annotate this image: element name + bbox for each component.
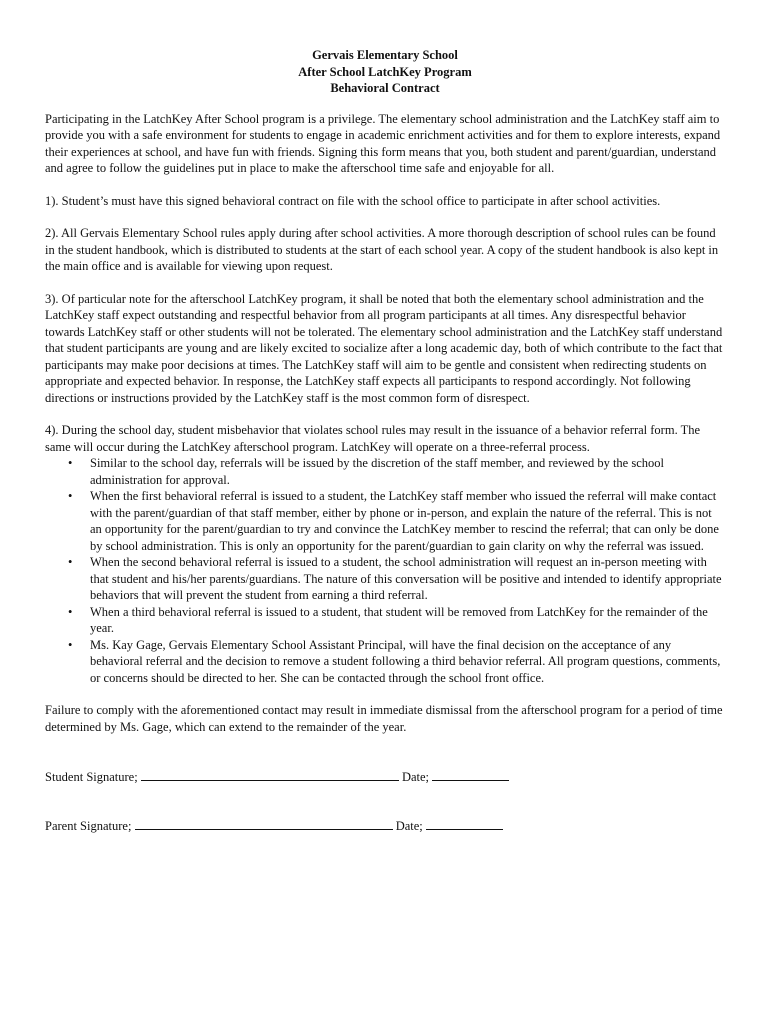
intro-paragraph: Participating in the LatchKey After School program is a privilege. The elementary school administration and the LatchKey staff aim to provide you with a safe environment for students to engage in academic enrichment activities and for them to explore interests, expand their experiences at school, and have fun with friends. Signing this form means that you, both student and parent/guardian, understand and agree to follow the guidelines put in place to make the afterschool time safe and enjoyable for all. [45,111,721,175]
document-header [45,47,725,97]
rule-4: 4). During the school day, student misbehavior that violates school rules may result in the issuance of a behavior referral form. The same will occur during the LatchKey afterschool program. LatchKey will operate on a three-referral process. [45,423,701,454]
list-item [68,604,725,637]
bullet-icon: • [68,489,73,503]
parent-signature-row [45,818,725,835]
list-item [68,554,725,604]
failure-notice: Failure to comply with the aforementioned contact may result in immediate dismissal from the afterschool program for a period of time determined by Ms. Gage, which can extend to the remainder of the year. [45,703,723,734]
student-signature-line[interactable] [141,769,399,781]
parent-date-line[interactable] [426,818,503,830]
rule-3: 3). Of particular note for the afterschool LatchKey program, it shall be noted that both the elementary school administration and the LatchKey staff expect outstanding and respectful behavior from all program participants at all times. Any disrespectful behavior towards LatchKey staff or other students will not be tolerated. The elementary school administration and the LatchKey staff understand that student participants are young and are likely excited to socialize after a long academic day, both of which contribute to the fact that participants may make poor decisions at times. The LatchKey staff will aim to be gentle and consistent when redirecting students on appropriate and expected behavior. In response, the LatchKey staff expects all participants to respond accordingly. Not following directions or instructions provided by the LatchKey staff is the most common form of disrespect. [45,291,723,405]
list-item-text: When a third behavioral referral is issued to a student, that student will be removed from LatchKey for the remainder of the year. [90,604,708,635]
student-date-label: Date; [401,770,430,784]
document-title: Behavioral Contract [330,81,440,95]
school-name: Gervais Elementary School [312,48,458,62]
rule-2: 2). All Gervais Elementary School rules apply during after school activities. A more thorough description of school rules can be found in the student handbook, which is distributed to students at the start of each school year. A copy of the student handbook is also kept in the main office and is available for viewing upon request. [45,226,719,273]
contract-page [45,47,725,834]
parent-signature-line[interactable] [135,818,393,830]
list-item [68,637,725,687]
program-name: After School LatchKey Program [298,64,472,79]
parent-signature-label: Parent Signature; [45,818,132,833]
list-item-text: When the first behavioral referral is issued to a student, the LatchKey staff member who issued the referral will make contact with the parent/guardian of that staff member, either by phone or in-person, and explain the nature of the referral. This is not an opportunity for the parent/guardian to try and convince the LatchKey member to rescind the referral; that can only be done by school administration. This is only an opportunity for the parent/guardian to gain clarity on why the referral was issued. [90,489,719,553]
list-item [68,488,725,554]
referral-list [45,455,725,686]
student-signature-label: Student Signature; [45,770,138,784]
list-item [68,455,725,488]
bullet-icon: • [68,637,73,652]
bullet-icon: • [68,604,73,619]
bullet-icon: • [68,555,73,569]
student-signature-row [45,769,725,786]
list-item-text: Ms. Kay Gage, Gervais Elementary School Assistant Principal, will have the final decision on the acceptance of any behavioral referral and the decision to remove a student following a third behavior referral. All program questions, comments, or concerns should be directed to her. She can be contacted through the school front office. [90,637,721,685]
student-date-line[interactable] [432,769,509,781]
bullet-icon: • [68,456,73,470]
list-item-text: Similar to the school day, referrals will be issued by the discretion of the staff member, and reviewed by the school administration for approval. [90,456,664,487]
list-item-text: When the second behavioral referral is issued to a student, the school administration will request an in-person meeting with that student and his/her parents/guardians. The nature of this conversation will be positive and intended to identify appropriate behaviors that will prevent the student from earning a third referral. [90,555,722,602]
parent-date-label: Date; [395,818,423,833]
rule-1: 1). Student’s must have this signed behavioral contract on file with the school office to participate in after school activities. [45,193,661,208]
